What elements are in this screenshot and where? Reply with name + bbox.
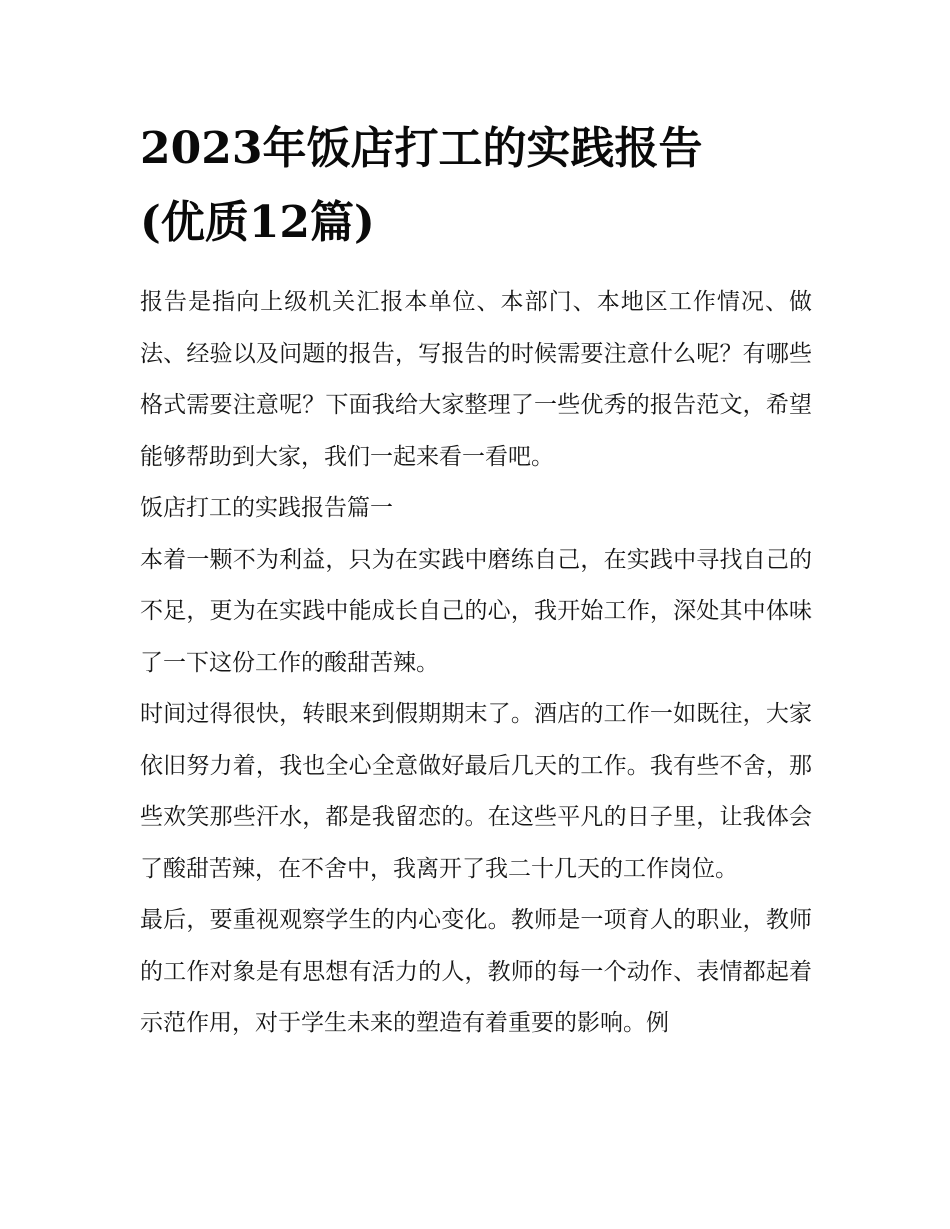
title-line-2: (优质12篇)	[140, 197, 375, 248]
document-page	[140, 112, 812, 1050]
body-paragraph-2: 时间过得很快，转眼来到假期期末了。酒店的工作一如既往，大家依旧努力着，我也全心全意做好最后几天的工作。我有些不舍，那些欢笑那些汗水，都是我留恋的。在这些平凡的日子里，让我体会了酸甜苦辣，在不舍中，我离开了我二十几天的工作岗位。	[140, 701, 812, 882]
body-paragraph-1: 本着一颗不为利益，只为在实践中磨练自己，在实践中寻找自己的不足，更为在实践中能成长自己的心，我开始工作，深处其中体味了一下这份工作的酸甜苦辣。	[140, 546, 812, 676]
document-body	[140, 277, 812, 1050]
intro-paragraph: 报告是指向上级机关汇报本单位、本部门、本地区工作情况、做法、经验以及问题的报告，写报告的时候需要注意什么呢？有哪些格式需要注意呢？下面我给大家整理了一些优秀的报告范文，希望能够帮助到大家，我们一起来看一看吧。	[140, 289, 812, 470]
document-title	[140, 112, 812, 260]
title-line-1: 2023年饭店打工的实践报告	[140, 123, 703, 174]
body-paragraph-3: 最后，要重视观察学生的内心变化。教师是一项育人的职业，教师的工作对象是有思想有活力的人，教师的每一个动作、表情都起着示范作用，对于学生未来的塑造有着重要的影响。例	[140, 907, 812, 1036]
section-heading: 饭店打工的实践报告篇一	[140, 495, 393, 521]
